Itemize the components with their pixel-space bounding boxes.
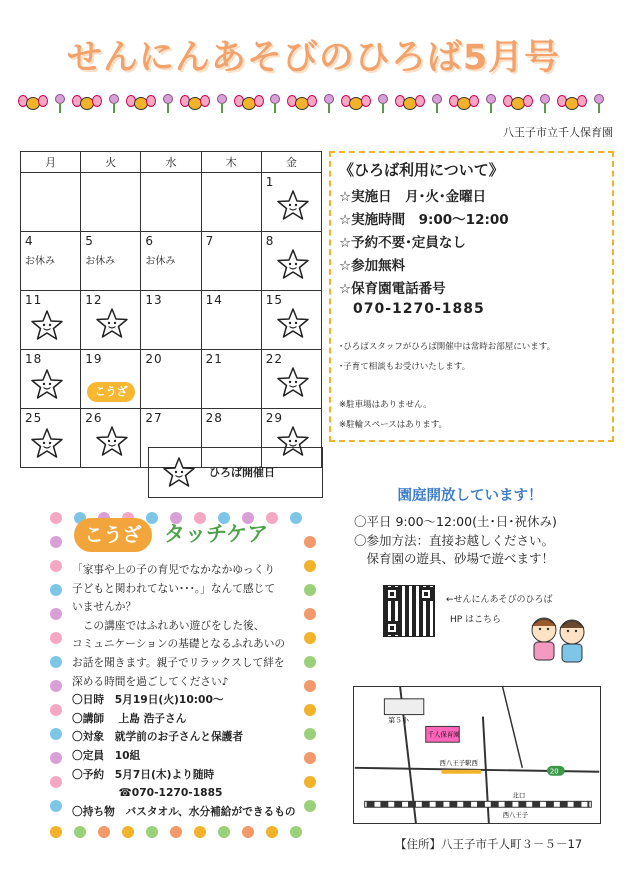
- bee-icon: [180, 93, 210, 113]
- day-number: 20: [145, 352, 163, 366]
- decor-dot: [50, 728, 62, 740]
- day-number: 25: [25, 411, 43, 425]
- calendar-cell: [81, 232, 141, 291]
- touchcare-header: [74, 516, 314, 554]
- bee-flower-border: [18, 86, 608, 120]
- calendar-cell: [261, 232, 321, 291]
- info-line: ☆予約不要･定員なし: [339, 235, 466, 251]
- bee-icon: [503, 93, 533, 113]
- info-heading: 《ひろば利用について》: [339, 161, 504, 179]
- koza-badge: こうざ: [87, 382, 135, 402]
- intro-line: いませんか？: [72, 600, 137, 614]
- detail-line: 〇予約 5月7日(木)より随時: [72, 767, 215, 781]
- decor-dot: [50, 776, 62, 788]
- day-number: 18: [25, 352, 43, 366]
- intro-line: お話を聞きます。親子でリラックスして絆を: [72, 655, 285, 669]
- flower-icon: [105, 92, 123, 114]
- calendar-cell: [261, 350, 321, 409]
- decor-dot: [50, 632, 62, 644]
- decor-dot: [50, 800, 62, 812]
- decor-dot: [194, 826, 206, 838]
- garden-body: [354, 513, 624, 569]
- holiday-note: お休み: [25, 256, 55, 267]
- qr-finder: [385, 621, 399, 635]
- flower-icon: [374, 92, 392, 114]
- calendar-cell: [141, 232, 201, 291]
- qr-code[interactable]: [383, 585, 435, 637]
- hp-link-text: ←せんにんあそびのひろば: [446, 595, 553, 605]
- decor-dot: [50, 608, 62, 620]
- calendar-cell: [201, 291, 261, 350]
- day-number: 4: [25, 234, 34, 248]
- decor-dot: [74, 826, 86, 838]
- star-face-icon: [277, 366, 309, 398]
- garden-title: 園庭開放しています！: [397, 488, 543, 504]
- flower-icon: [266, 92, 284, 114]
- weekday-fri: 金: [261, 152, 321, 173]
- calendar-cell: [261, 291, 321, 350]
- day-number: 26: [85, 411, 103, 425]
- organization-name: 八王子市立千人保育園: [503, 126, 613, 139]
- bee-icon: [18, 93, 48, 113]
- calendar-cell: [21, 350, 81, 409]
- weekday-wed: 水: [141, 152, 201, 173]
- flower-icon: [159, 92, 177, 114]
- flower-icon: [51, 92, 69, 114]
- bee-icon: [449, 93, 479, 113]
- decor-dot: [50, 826, 62, 838]
- weekday-thu: 木: [201, 152, 261, 173]
- garden-line: 保育園の遊具、砂場で遊べます！: [354, 551, 555, 566]
- day-number: 21: [205, 352, 223, 366]
- flower-icon: [213, 92, 231, 114]
- day-number: 14: [205, 293, 223, 307]
- star-face-icon: [31, 368, 63, 400]
- day-number: 19: [85, 352, 103, 366]
- bee-icon: [287, 93, 317, 113]
- star-face-icon: [96, 307, 128, 339]
- weekday-tue: 火: [81, 152, 141, 173]
- parking-note: ※駐輪スペースはあります。: [339, 420, 448, 430]
- bee-icon: [126, 93, 156, 113]
- touchcare-body: [72, 561, 324, 821]
- decor-dot: [50, 560, 62, 572]
- flower-icon: [536, 92, 554, 114]
- detail-line: 〇日時 5月19日(火)10:00～: [72, 693, 224, 707]
- page-title: せんにんあそびのひろば5月号: [66, 38, 561, 78]
- garden-line: 〇平日 9:00～12:00(土･日･祝休み): [354, 514, 557, 529]
- day-number: 28: [205, 411, 223, 425]
- map-nursery-label: 千人保育園: [427, 730, 460, 739]
- info-note: ･ひろばスタッフがひろば開催中は常時お部屋にいます。: [339, 342, 556, 352]
- decor-dot: [50, 656, 62, 668]
- map-station2-label: 西八王子: [502, 811, 529, 820]
- calendar-cell: [261, 173, 321, 232]
- calendar-cell: [201, 232, 261, 291]
- calendar-cell: [81, 173, 141, 232]
- usage-info-box: [329, 151, 614, 442]
- star-face-icon: [277, 307, 309, 339]
- decor-dot: [50, 584, 62, 596]
- calendar: [20, 151, 322, 468]
- star-face-icon: [163, 456, 195, 488]
- decor-dot: [98, 826, 110, 838]
- bee-icon: [395, 93, 425, 113]
- qr-finder: [385, 587, 399, 601]
- day-number: 12: [85, 293, 103, 307]
- koza-badge: こうざ: [74, 518, 152, 552]
- detail-line: 〇対象 就学前のお子さんと保護者: [72, 730, 244, 744]
- bee-icon: [72, 93, 102, 113]
- star-face-icon: [277, 189, 309, 221]
- calendar-cell: [21, 291, 81, 350]
- intro-line: 子どもと関われてない･･･。」なんて感じて: [72, 581, 276, 595]
- info-line: ☆保育園電話番号: [339, 281, 446, 297]
- calendar-cell: [21, 173, 81, 232]
- star-face-icon: [31, 427, 63, 459]
- address: 【住所】八王子市千人町３－５－17: [395, 837, 583, 851]
- day-number: 7: [205, 234, 215, 248]
- info-note: ･子育て相談もお受けいたします。: [339, 362, 471, 372]
- calendar-cell: [81, 409, 141, 468]
- day-number: 6: [145, 234, 155, 248]
- detail-line: ☎070-1270-1885: [72, 786, 223, 800]
- bee-icon: [234, 93, 264, 113]
- flower-icon: [428, 92, 446, 114]
- touchcare-title: タッチケア: [164, 522, 269, 546]
- detail-line: 〇定員 10組: [72, 748, 141, 762]
- legend-label: ひろば開催日: [209, 466, 275, 479]
- day-number: 5: [85, 234, 94, 248]
- day-number: 13: [145, 293, 163, 307]
- calendar-cell: [81, 291, 141, 350]
- decor-dot: [50, 512, 62, 524]
- info-line: ☆実施時間 9:00～12:00: [339, 212, 509, 228]
- map-station-label: 北口: [512, 791, 526, 800]
- decor-dot: [290, 826, 302, 838]
- star-face-icon: [277, 248, 309, 280]
- holiday-note: お休み: [85, 256, 116, 267]
- location-map: [353, 686, 601, 824]
- calendar-cell: [201, 173, 261, 232]
- star-face-icon: [31, 309, 63, 341]
- flower-icon: [590, 92, 608, 114]
- decor-dot: [242, 826, 254, 838]
- intro-line: コミュニケーションの基礎となるふれあいの: [72, 637, 286, 651]
- calendar-legend: [148, 447, 323, 498]
- intro-line: この講座ではふれあい遊びをした後、: [72, 618, 265, 632]
- bee-icon: [557, 93, 587, 113]
- map-route-label: 20: [549, 767, 559, 776]
- bee-icon: [341, 93, 371, 113]
- info-phone: 070-1270-1885: [353, 301, 485, 317]
- calendar-cell: [141, 350, 201, 409]
- calendar-cell: [141, 291, 201, 350]
- decor-dot: [50, 536, 62, 548]
- decor-dot: [266, 826, 278, 838]
- decor-dot: [170, 826, 182, 838]
- info-line: ☆参加無料: [339, 258, 406, 274]
- info-line: ☆実施日 月･火･金曜日: [339, 189, 487, 205]
- calendar-cell: [21, 409, 81, 468]
- calendar-cell: [141, 173, 201, 232]
- decor-dot: [50, 752, 62, 764]
- day-number: 11: [25, 293, 43, 307]
- map-crossing-label: 西八王子駅西: [439, 758, 478, 767]
- star-face-icon: [96, 425, 128, 457]
- day-number: 15: [265, 293, 284, 307]
- map-school-label: 第５小: [388, 716, 409, 725]
- calendar-cell: [201, 350, 261, 409]
- flower-icon: [320, 92, 338, 114]
- decor-dot: [50, 680, 62, 692]
- hp-link-text: HP はこちら: [450, 615, 502, 625]
- day-number: 8: [265, 234, 275, 248]
- detail-line: 〇講師 上島 浩子さん: [72, 711, 187, 725]
- decor-dot: [218, 826, 230, 838]
- decor-dot: [50, 704, 62, 716]
- calendar-cell: [21, 232, 81, 291]
- day-number: 27: [145, 411, 163, 425]
- day-number: 29: [265, 411, 284, 425]
- kids-illustration: [514, 612, 600, 670]
- qr-finder: [419, 587, 433, 601]
- holiday-note: お休み: [145, 256, 176, 267]
- detail-line: 〇持ち物 バスタオル、水分補給ができるもの: [72, 804, 296, 818]
- parking-note: ※駐車場はありません。: [339, 400, 432, 410]
- day-number: 1: [265, 175, 275, 189]
- garden-line: 〇参加方法：直接お越しください。: [354, 532, 555, 548]
- decor-dot: [146, 826, 158, 838]
- decor-dot: [122, 826, 134, 838]
- flower-icon: [482, 92, 500, 114]
- weekday-mon: 月: [21, 152, 81, 173]
- calendar-cell: [81, 350, 141, 409]
- day-number: 22: [265, 352, 284, 366]
- intro-line: 「家事や上の子の育児でなかなかゆっくり: [72, 563, 275, 576]
- intro-line: 深める時間を過ごしてください♪: [72, 674, 229, 688]
